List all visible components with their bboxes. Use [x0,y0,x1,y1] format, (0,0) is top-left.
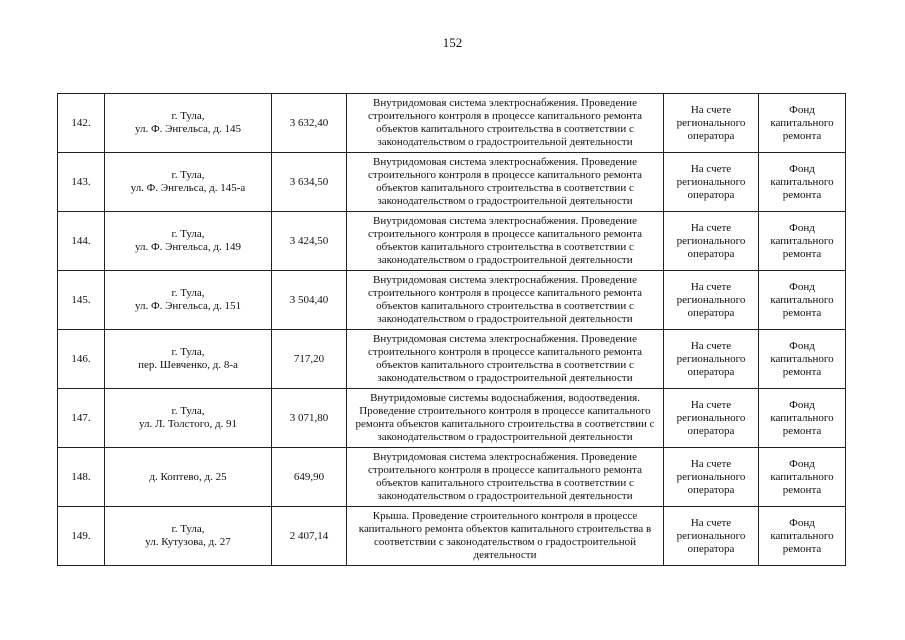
table-row [58,271,846,330]
account-holder-cell-line: регионального [676,352,746,365]
account-holder-cell [664,507,759,566]
address-cell-line: ул. Кутузова, д. 27 [145,536,231,548]
funding-source-cell-line: капитального [770,234,834,247]
work-description-cell-line: строительного контроля в процессе капитального ремонта [368,287,642,299]
account-holder-cell-line: На счете [690,162,732,175]
row-number-cell: 143. [58,153,105,212]
account-holder-cell-line: оператора [687,306,735,319]
work-description-cell-line: объектов капитального строительства в соответствии с [376,477,634,489]
account-holder-cell-line: регионального [676,116,746,129]
work-description-cell-line: объектов капитального строительства в соответствии с [376,300,634,312]
address-cell-line: г. Тула, [171,110,205,122]
work-description-cell-line: Внутридомовая система электроснабжения. Проведение [373,215,637,227]
account-holder-cell [664,389,759,448]
work-description-cell [347,153,664,212]
funding-source-cell-line: капитального [770,529,834,542]
account-holder-cell [664,153,759,212]
account-holder-cell-line: регионального [676,529,746,542]
page-number: 152 [442,35,463,50]
work-description-cell-line: строительного контроля в процессе капитального ремонта [368,169,642,181]
table-row [58,448,846,507]
account-holder-cell-line: оператора [687,424,735,437]
funding-source-cell-line: Фонд [789,339,815,352]
cost-cell: 3 632,40 [272,94,347,153]
funding-source-cell-line: капитального [770,411,834,424]
address-cell [105,94,272,153]
account-holder-cell-line: регионального [676,470,746,483]
funding-source-cell-line: ремонта [782,129,822,142]
funding-source-cell [759,448,846,507]
work-description-cell-line: строительного контроля в процессе капитального ремонта [368,464,642,476]
work-description-cell-line: законодательством о градостроительной деятельности [377,195,633,207]
address-cell-line: пер. Шевченко, д. 8-а [138,359,238,371]
work-description-cell-line: ремонта объектов капитального строительства в соответствии с [355,418,655,430]
work-description-cell [347,271,664,330]
account-holder-cell-line: На счете [690,516,732,529]
account-holder-cell-line: регионального [676,293,746,306]
funding-source-cell [759,507,846,566]
work-description-cell [347,389,664,448]
work-description-cell-line: законодательством о градостроительной деятельности [377,372,633,384]
work-description-cell-line: соответствии с законодательством о градостроительной [373,536,636,548]
funding-source-cell-line: ремонта [782,247,822,260]
work-description-cell [347,94,664,153]
account-holder-cell-line: оператора [687,188,735,201]
address-cell-line: г. Тула, [171,346,205,358]
row-number-cell: 149. [58,507,105,566]
table-row [58,153,846,212]
account-holder-cell-line: оператора [687,247,735,260]
cost-cell: 3 504,40 [272,271,347,330]
table-row [58,330,846,389]
funding-source-cell [759,94,846,153]
work-description-cell-line: законодательством о градостроительной деятельности [377,136,633,148]
work-description-cell-line: объектов капитального строительства в соответствии с [376,359,634,371]
funding-source-cell-line: ремонта [782,188,822,201]
funding-source-cell-line: Фонд [789,162,815,175]
account-holder-cell [664,212,759,271]
address-cell-line: г. Тула, [171,523,205,535]
work-description-cell-line: законодательством о градостроительной деятельности [377,254,633,266]
cost-cell: 3 424,50 [272,212,347,271]
account-holder-cell-line: оператора [687,365,735,378]
funding-source-cell-line: Фонд [789,516,815,529]
funding-source-cell [759,212,846,271]
funding-source-cell-line: ремонта [782,365,822,378]
row-number-cell: 144. [58,212,105,271]
cost-cell: 3 634,50 [272,153,347,212]
funding-source-cell-line: Фонд [789,103,815,116]
address-cell-line: г. Тула, [171,228,205,240]
account-holder-cell-line: На счете [690,398,732,411]
account-holder-cell-line: регионального [676,234,746,247]
account-holder-cell-line: На счете [690,221,732,234]
address-cell-line: г. Тула, [171,287,205,299]
table-row [58,389,846,448]
account-holder-cell-line: На счете [690,280,732,293]
work-description-cell [347,212,664,271]
funding-source-cell-line: ремонта [782,424,822,437]
work-description-cell-line: объектов капитального строительства в соответствии с [376,182,634,194]
work-description-cell-line: деятельности [473,549,537,561]
work-description-cell-line: объектов капитального строительства в соответствии с [376,241,634,253]
work-description-cell-line: Внутридомовые системы водоснабжения, водоотведения. [370,392,640,404]
work-description-cell-line: строительного контроля в процессе капитального ремонта [368,346,642,358]
address-cell-line: ул. Л. Толстого, д. 91 [138,418,238,430]
address-cell-line: ул. Ф. Энгельса, д. 145 [134,123,242,135]
cost-cell: 649,90 [272,448,347,507]
work-description-cell-line: законодательством о градостроительной деятельности [377,431,633,443]
funding-source-cell [759,271,846,330]
funding-source-cell-line: капитального [770,293,834,306]
funding-source-cell-line: Фонд [789,280,815,293]
row-number-cell: 146. [58,330,105,389]
work-description-cell [347,507,664,566]
row-number-cell: 147. [58,389,105,448]
work-description-cell-line: Крыша. Проведение строительного контроля в процессе [372,510,638,522]
work-description-cell-line: Внутридомовая система электроснабжения. Проведение [373,156,637,168]
address-cell [105,448,272,507]
funding-source-cell-line: капитального [770,352,834,365]
funding-source-cell-line: капитального [770,470,834,483]
work-description-cell-line: строительного контроля в процессе капитального ремонта [368,110,642,122]
funding-source-cell-line: капитального [770,175,834,188]
funding-source-cell [759,330,846,389]
work-description-cell-line: Внутридомовая система электроснабжения. Проведение [373,274,637,286]
work-description-cell [347,330,664,389]
funding-source-cell-line: ремонта [782,542,822,555]
address-cell [105,271,272,330]
account-holder-cell [664,330,759,389]
account-holder-cell-line: На счете [690,339,732,352]
funding-source-cell-line: ремонта [782,483,822,496]
address-cell-line: г. Тула, [171,169,205,181]
address-cell-line: ул. Ф. Энгельса, д. 151 [134,300,242,312]
address-cell-line: ул. Ф. Энгельса, д. 149 [134,241,242,253]
row-number-cell: 142. [58,94,105,153]
address-cell-line: г. Тула, [171,405,205,417]
table-row [58,212,846,271]
funding-source-cell-line: ремонта [782,306,822,319]
account-holder-cell-line: На счете [690,103,732,116]
address-cell [105,153,272,212]
account-holder-cell-line: регионального [676,411,746,424]
cost-cell: 717,20 [272,330,347,389]
address-cell [105,212,272,271]
funding-source-cell [759,153,846,212]
funding-source-cell-line: капитального [770,116,834,129]
row-number-cell: 148. [58,448,105,507]
cost-cell: 3 071,80 [272,389,347,448]
table-row [58,94,846,153]
funding-source-cell [759,389,846,448]
account-holder-cell-line: оператора [687,483,735,496]
work-description-cell-line: Внутридомовая система электроснабжения. Проведение [373,451,637,463]
funding-source-cell-line: Фонд [789,457,815,470]
account-holder-cell-line: оператора [687,542,735,555]
funding-source-cell-line: Фонд [789,398,815,411]
work-description-cell-line: строительного контроля в процессе капитального ремонта [368,228,642,240]
funding-source-cell-line: Фонд [789,221,815,234]
account-holder-cell-line: На счете [690,457,732,470]
work-description-cell-line: капитального ремонта объектов капитального строительства в [358,523,652,535]
work-description-cell-line: законодательством о градостроительной деятельности [377,313,633,325]
registry-table [57,93,846,566]
address-cell-line: д. Коптево, д. 25 [149,470,227,483]
address-cell [105,389,272,448]
account-holder-cell [664,94,759,153]
account-holder-cell [664,448,759,507]
row-number-cell: 145. [58,271,105,330]
work-description-cell-line: Внутридомовая система электроснабжения. Проведение [373,333,637,345]
account-holder-cell-line: оператора [687,129,735,142]
work-description-cell [347,448,664,507]
address-cell [105,330,272,389]
address-cell [105,507,272,566]
address-cell-line: ул. Ф. Энгельса, д. 145-а [130,182,246,194]
account-holder-cell-line: регионального [676,175,746,188]
registry-table-body [58,94,846,566]
work-description-cell-line: законодательством о градостроительной деятельности [377,490,633,502]
cost-cell: 2 407,14 [272,507,347,566]
work-description-cell-line: Проведение строительного контроля в процессе капитального [359,405,651,417]
table-row [58,507,846,566]
work-description-cell-line: объектов капитального строительства в соответствии с [376,123,634,135]
work-description-cell-line: Внутридомовая система электроснабжения. Проведение [373,97,637,109]
account-holder-cell [664,271,759,330]
